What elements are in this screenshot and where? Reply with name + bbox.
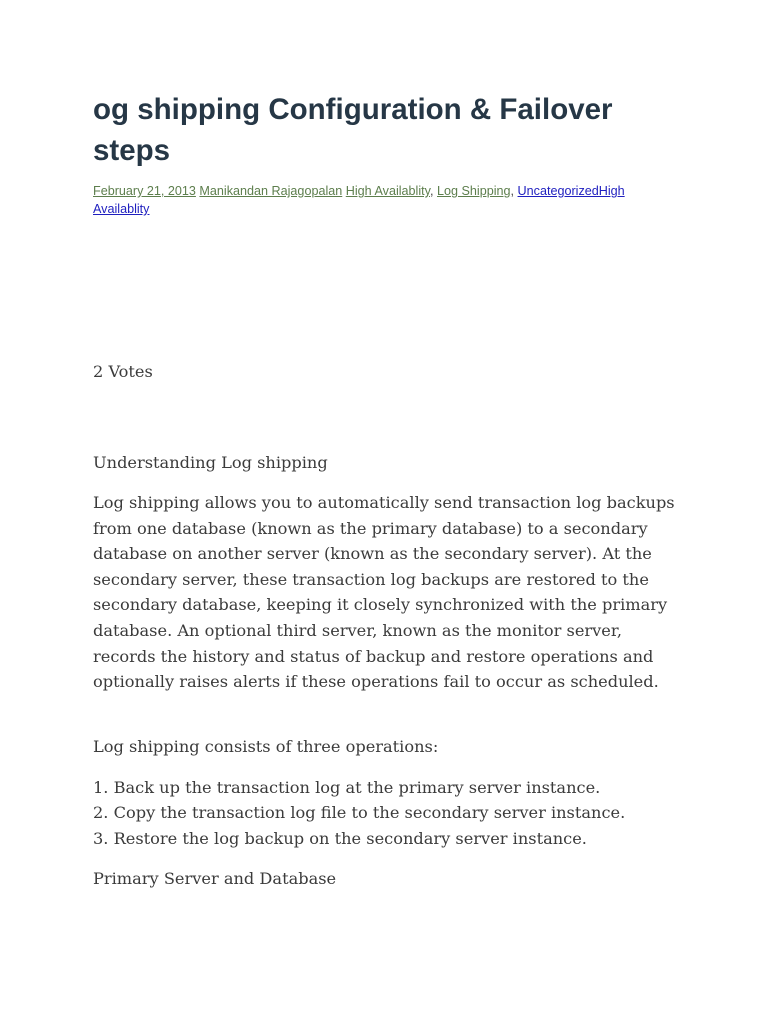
category-separator: , xyxy=(430,184,434,198)
primary-server-heading: Primary Server and Database xyxy=(93,869,337,888)
intro-paragraph: Log shipping allows you to automatically send transaction log backups from one database (known as the primary database) to a secondary database on another server (known as the secondary server). At the secondary server, these transaction log backups are restored to the secondary database, keeping it closely synchronized with the primary database. An optional third server, known as the monitor server, records the history and status of backup and restore operations and optionally raises alerts if these operations fail to occur as scheduled. xyxy=(93,493,675,692)
category-link-log-shipping[interactable]: Log Shipping xyxy=(437,184,511,198)
category-separator: , xyxy=(510,184,515,198)
operations-list xyxy=(93,775,683,851)
author-link[interactable]: Manikandan Rajagopalan xyxy=(199,184,343,198)
operations-intro: Log shipping consists of three operations: xyxy=(93,737,439,756)
category-link-high-availability[interactable]: High Availablity xyxy=(345,184,431,198)
operation-item: 3. Restore the log backup on the secondary server instance. xyxy=(93,828,587,848)
tags-link[interactable]: UncategorizedHigh Availablity xyxy=(93,184,625,216)
post-date-link[interactable]: February 21, 2013 xyxy=(93,184,196,198)
operation-item: 1. Back up the transaction log at the primary server instance. xyxy=(93,778,601,797)
article-title: og shipping Configuration & Failover steps xyxy=(93,93,613,167)
article-meta xyxy=(93,182,683,218)
section-heading: Understanding Log shipping xyxy=(93,453,328,472)
votes-count: 2 Votes xyxy=(93,362,153,381)
operation-item: 2. Copy the transaction log file to the secondary server instance. xyxy=(93,803,626,823)
